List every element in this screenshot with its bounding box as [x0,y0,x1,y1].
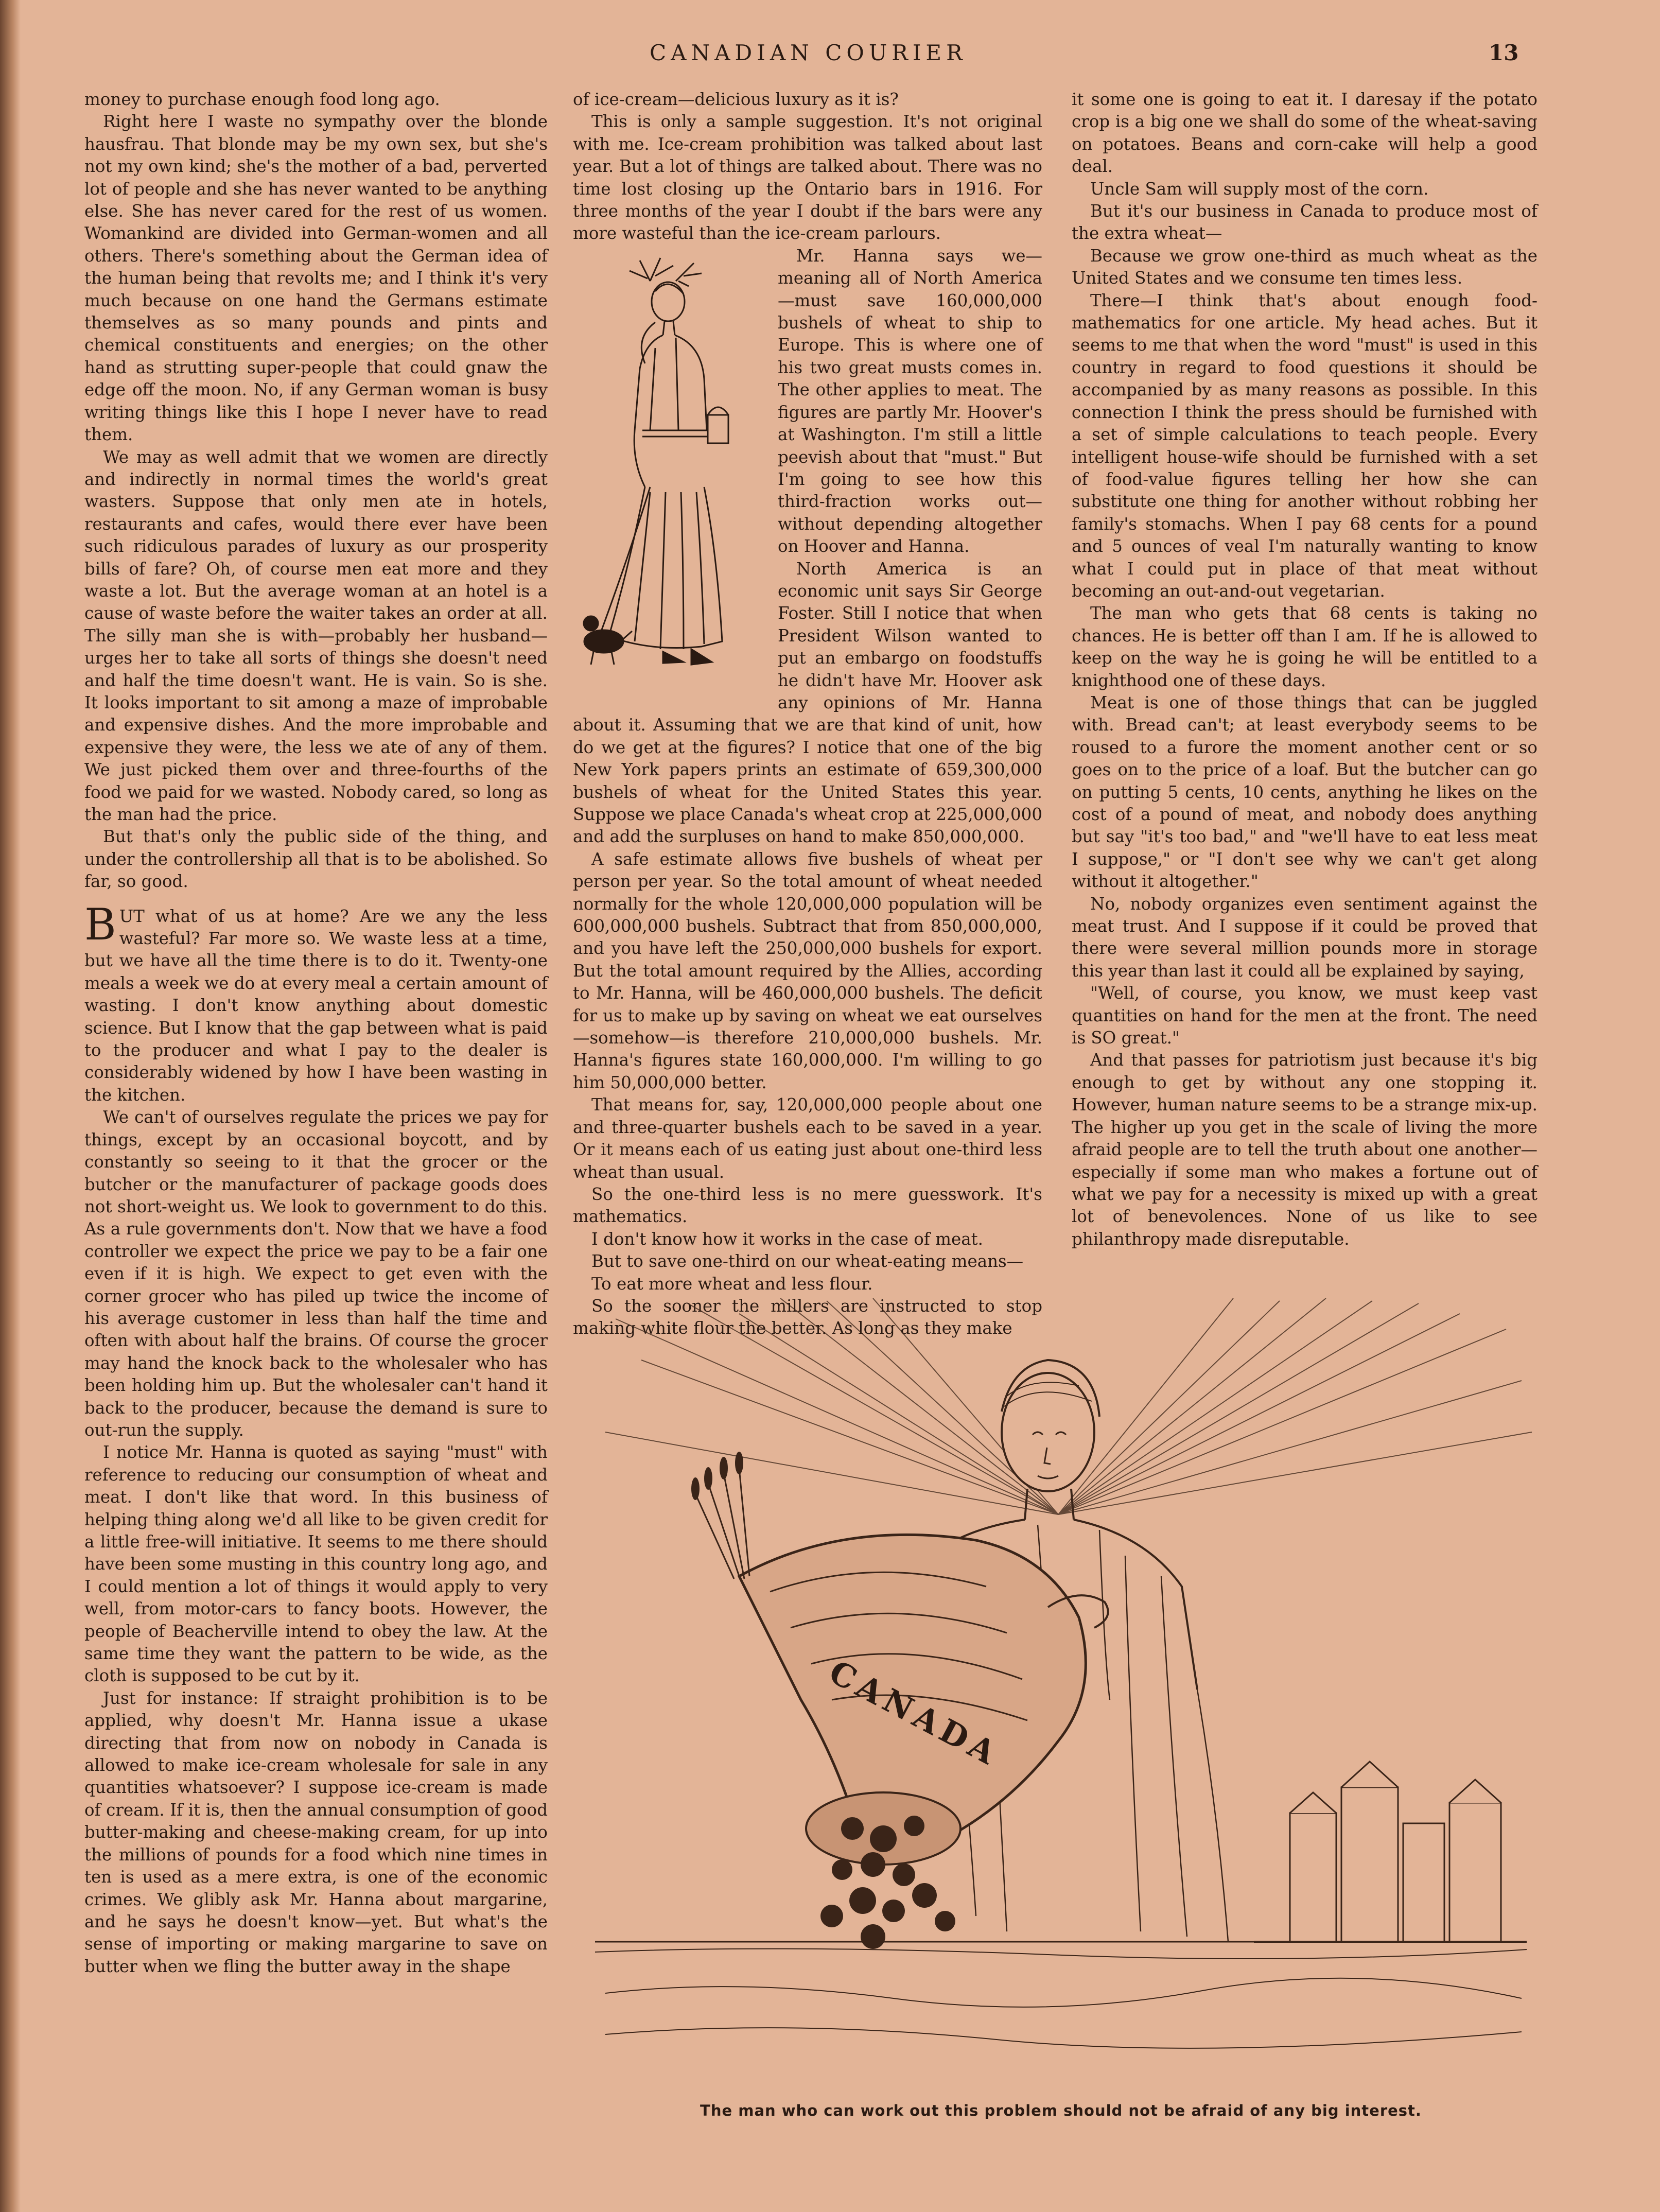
col2-paragraph-10: To eat more wheat and less flour. [591,1274,873,1294]
col3-paragraph-10: And that passes for patriotism just because it's big enough to get by without any one stopping it. However, human nature seems to be a strange mix-up. The higher up you get in the scale of living the more afraid people are to tell the truth about one another—especially if some man who makes a fortune out of what we pay for a necessity is mixed up with a great lot of benevolences. None of us like to see philanthropy made disreputable. [1072,1050,1537,1249]
col3-paragraph-3: But it's our business in Canada to produce most of the extra wheat— [1072,201,1537,243]
column-3 [1072,89,1537,1250]
col3-paragraph-4: Because we grow one-third as much wheat as the United States and we consume ten times less. [1072,246,1537,288]
col2-paragraph-11: So the sooner the millers are instructed to stop making white flour the better. As long as they make [573,1296,1042,1338]
col3-paragraph-2: Uncle Sam will supply most of the corn. [1090,179,1429,199]
woman-illustration [573,245,773,698]
col2-paragraph-3: Mr. Hanna says we—meaning all of North America—must save 160,000,000 bushels of wheat to ship to Europe. This is where one of his two great musts comes in. The other applies to meat. The figures are partly Mr. Hoover's at Washington. I'm still a little peevish about that "must." But I'm going to see how this third-fraction works out—without depending altogether on Hoover and Hanna. [778,246,1042,556]
col1-paragraph-5-text: UT what of us at home? Are we any the less wasteful? Far more so. We waste less at a time, but we have all the time there is to do it. Twenty-one meals a week we do at every meal a certain amount of wasting. I don't know anything about domestic science. But I know that the gap between what is paid to the producer and what I pay to the dealer is considerably widened by how I have been wasting in the kitchen. [84,906,548,1105]
col2-paragraph-9: But to save one-third on our wheat-eating means— [591,1251,1024,1272]
col2-paragraph-1: of ice-cream—delicious luxury as it is? [573,90,899,109]
col1-paragraph-3: We may as well admit that we women are directly and indirectly in normal times the world's great wasters. Suppose that only men ate in hotels, restaurants and cafes, would there ever have been such ridiculous parades of luxury as our prosperity bills of fare? Oh, of course men eat more and they waste a lot. But the average woman at an hotel is a cause of waste before the waiter takes an order at all. The silly man she is with—probably her husband—urges her to take all sorts of things she doesn't need and half the time doesn't want. He is vain. So is she. It looks important to sit among a maze of improbable and expensive dishes. And the more improbable and expensive they were, the less we ate of any of them. We just picked them over and three-fourths of the food we paid for we wasted. Nobody cared, so long as the man had the price. [84,447,548,824]
col3-paragraph-8: No, nobody organizes even sentiment against the meat trust. And I suppose if it could be proved that there were several million pounds more in storage this year than last it could all be explained by saying, [1072,894,1537,981]
col3-paragraph-9: "Well, of course, you know, we must keep vast quantities on hand for the men at the front. The need is SO great." [1072,983,1537,1048]
page-header [0,40,1660,71]
illustration-caption: The man who can work out this problem should not be afraid of any big interest. [700,2102,1422,2119]
col1-paragraph-1: money to purchase enough food long ago. [84,90,440,109]
col1-paragraph-5 [84,899,548,1107]
col1-paragraph-8: Just for instance: If straight prohibition is to be applied, why doesn't Mr. Hanna issue a ukase directing that from now on nobody in Canada is allowed to make ice-cream wholesale for sale in any quantities whatsoever? I suppose ice-cream is made of cream. If it is, then the annual consumption of good butter-making and cheese-making cream, for up into the millions of pounds for a food which nine times in ten is used as a mere extra, is one of the economic crimes. We glibly ask Mr. Hanna about margarine, and he says he doesn't know—yet. But what's the sense of importing or making margarine to save on butter when we fling the butter away in the shape [84,1688,548,1976]
col2-paragraph-8: I don't know how it works in the case of meat. [591,1229,983,1249]
col1-paragraph-6: We can't of ourselves regulate the prices we pay for things, except by an occasional boycott, and by constantly so seeing to it that the grocer or the butcher or the manufacturer of package goods does not short-weight us. We look to government to do this. As a rule governments don't. Now that we have a food controller we expect the price we pay to be a fair one even if it is high. We expect to get even with the corner grocer who has piled up twice the income of his average customer in less than half the time and often with about half the brains. Of course the grocer may hand the knock back to the wholesaler who has been holding him up. But the wholesaler can't hand it back to the producer, because the demand is sure to out-run the supply. [84,1107,548,1440]
col2-paragraph-4: North America is an economic unit says Sir George Foster. Still I notice that when President Wilson wanted to put an embargo on foodstuffs he didn't have Mr. Hoover ask any opinions of Mr. Hanna about it. Assuming that we are that kind of unit, how do we get at the figures? I notice that one of the big New York papers prints an estimate of 659,300,000 bushels of wheat for the United States this year. Suppose we place Canada's wheat crop at 225,000,000 and add the surpluses on hand to make 850,000,000. [573,559,1042,847]
page-number: 13 [1489,40,1519,65]
col1-paragraph-7: I notice Mr. Hanna is quoted as saying "must" with reference to reducing our consumption of wheat and meat. I don't like that word. In this business of helping thing along we'd all like to be given credit for a little free-will initiative. It seems to me there should have been some musting in this country long ago, and I could mention a lot of things it would apply to very well, from motor-cars to fancy boots. However, the people of Beacherville intend to obey the law. At the same time they want the pattern to be wide, as the cloth is supposed to be cut by it. [84,1442,548,1686]
cornucopia-label: CANADA [823,1652,1006,1774]
col2-paragraph-2: This is only a sample suggestion. It's not original with me. Ice-cream prohibition was talked about last year. But a lot of things are talked about. There was no time lost closing up the Ontario bars in 1916. For three months of the year I doubt if the bars were any more wasteful than the ice-cream parlours. [573,112,1042,243]
page-edge-shadow [0,0,21,2212]
col1-paragraph-4: But that's only the public side of the thing, and under the controllership all that is to be abolished. So far, so good. [84,827,548,892]
col3-paragraph-7: Meat is one of those things that can be juggled with. Bread can't; at least everybody seems to be roused to a furore the moment another cent or so goes on to the price of a loaf. But the butcher can go on putting 5 cents, 10 cents, anything he likes on the cost of a pound of meat, and nobody does anything but say "it's too bad," and "we'll have to eat less meat I suppose," or "I don't see why we can't get along without it altogether." [1072,692,1537,892]
column-1 [84,89,548,1978]
canada-cornucopia-illustration [585,1298,1537,2086]
col2-paragraph-6: That means for, say, 120,000,000 people about one and three-quarter bushels each to be saved in a year. Or it means each of us eating just about one-third less wheat than usual. [573,1095,1042,1182]
col3-paragraph-6: The man who gets that 68 cents is taking no chances. He is better off than I am. If he is allowed to keep on the way he is going he will be entitled to a knighthood one of these days. [1072,603,1537,690]
col2-paragraph-7: So the one-third less is no mere guesswork. It's mathematics. [573,1184,1042,1227]
col2-paragraph-5: A safe estimate allows five bushels of wheat per person per year. So the total amount of wheat needed normally for the whole 120,000,000 population will be 600,000,000 bushels. Subtract that from 850,000,000, and you have left the 250,000,000 bushels for export. But the total amount required by the Allies, according to Mr. Hanna, will be 460,000,000 bushels. The deficit for us to make up by saving on wheat we eat ourselves—somehow—is therefore 210,000,000 bushels. Mr. Hanna's figures state 160,000,000. I'm willing to go him 50,000,000 better. [573,849,1042,1092]
col1-paragraph-2: Right here I waste no sympathy over the blonde hausfrau. That blonde may be my own sex, but she's not my own kind; she's the mother of a bad, perverted lot of people and she has never wanted to be anything else. She has never cared for the rest of us women. Womankind are divided into German-women and all others. There's something about the German idea of the human being that revolts me; and I think it's very much because on one hand the Germans estimate themselves as so many pounds and pints and chemical constituents and energies; on the other hand as strutting super-people that could gnaw the edge off the moon. No, if any German woman is busy writing things like this I hope I never have to read them. [84,112,548,445]
col3-paragraph-5: There—I think that's about enough food-mathematics for one article. My head aches. But it seems to me that when the word "must" is used in this country in regard to food questions it should be accompanied by as many reasons as possible. In this connection I think the press should be furnished with a set of simple calculations to teach people. Every intelligent house-wife should be furnished with a set of food-value figures telling her how she can substitute one thing for another without robbing her family's stomachs. When I pay 68 cents for a pound and 5 ounces of veal I'm naturally wanting to know what I could put in place of that meat without becoming an out-and-out vegetarian. [1072,290,1537,601]
drop-cap: B [84,899,116,950]
col3-paragraph-1: it some one is going to eat it. I daresay if the potato crop is a big one we shall do some of the wheat-saving on potatoes. Beans and corn-cake will help a good deal. [1072,90,1537,177]
masthead-title: CANADIAN COURIER [650,40,967,65]
column-2 [573,89,1042,1340]
